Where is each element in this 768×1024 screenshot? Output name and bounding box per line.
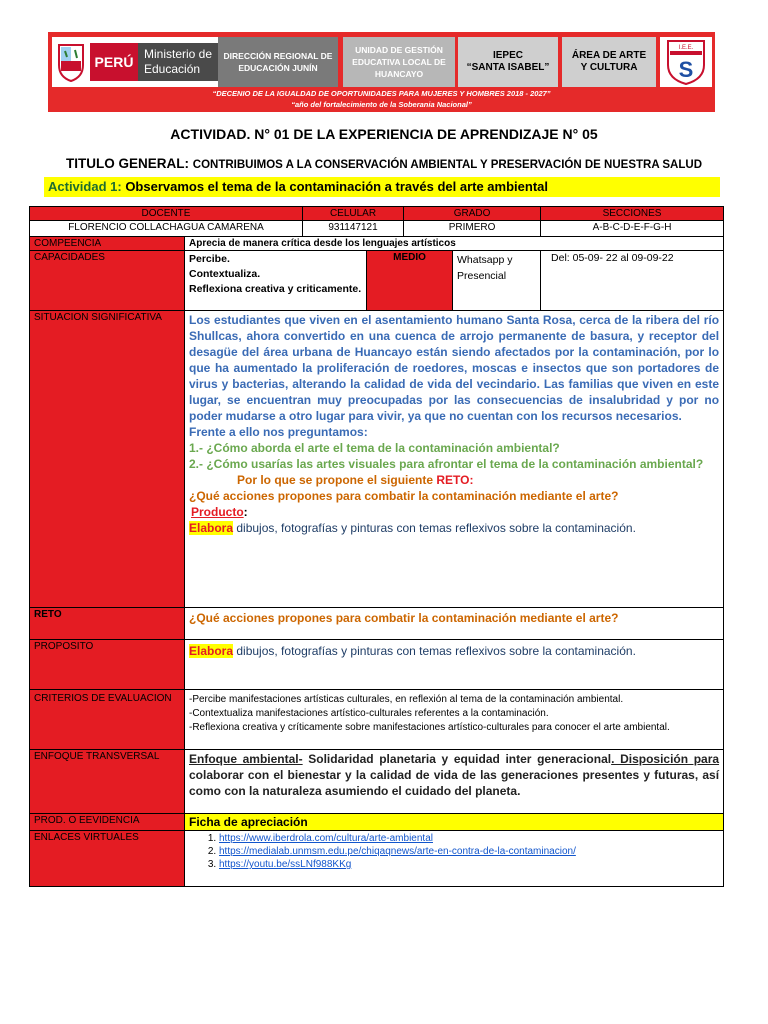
proposito-elabora: Elabora xyxy=(189,644,234,658)
capacidad-item: Reflexiona creativa y criticamente. xyxy=(189,283,362,295)
enfoque-value xyxy=(185,750,724,814)
header-secciones: SECCIONES xyxy=(541,207,724,221)
docente-value: FLORENCIO COLLACHAGUA CAMARENA xyxy=(30,221,303,237)
secciones-value: A-B-C-D-E-F-G-H xyxy=(541,221,724,237)
situacion-content xyxy=(185,311,724,608)
general-title-label: TITULO GENERAL: xyxy=(66,156,189,171)
activity-table xyxy=(29,206,724,887)
enfoque-mid: Solidaridad planetaria y equidad inter generacional xyxy=(302,752,612,766)
svg-text:S: S xyxy=(678,57,694,82)
situacion-text: Los estudiantes que viven en el asentamiento humano Santa Rosa, cerca de la ribera del río Shullcas, ahora convertido en una cuenca de arrojo permanente de basura, y receptor del desagüe del área urbana de Huancayo están siendo afectados por la contaminación, por lo que ha aumentado la proliferación de roedores, moscas e insectos que son portadores de virus y bacterias, alterando la calidad de vida del vecindario. Las familias que viven en este lugar, se encuentran muy preocupadas por las consecuencias de insalubridad y por no poder mudarse a otro lugar para vivir, ya que no cuentan con los recursos necesarios. xyxy=(189,313,720,423)
header-grado: GRADO xyxy=(404,207,541,221)
criterio-item: -Contextualiza manifestaciones artístico-culturales referentes a la contaminación. xyxy=(189,708,549,719)
producto-text: dibujos, fotografías y pinturas con temas reflexivos sobre la contaminación. xyxy=(236,521,636,535)
general-title-text: CONTRIBUIMOS A LA CONSERVACIÓN AMBIENTAL Y PRESERVACIÓN DE NUESTRA SALUD xyxy=(192,159,702,171)
reto-word: RETO: xyxy=(436,473,474,487)
enlace-link-3[interactable]: https://youtu.be/ssLNf988KKg xyxy=(219,859,352,870)
school-shield-icon xyxy=(660,37,712,87)
badge-text: I.E.E. xyxy=(678,45,694,51)
reto-question: ¿Qué acciones propones para combatir la contaminación mediante el arte? xyxy=(189,489,619,503)
reto-value: ¿Qué acciones propones para combatir la contaminación mediante el arte? xyxy=(185,608,724,640)
criterio-item: -Reflexiona creativa y críticamente sobre manifestaciones artístico-culturales para conocer el arte ambiental. xyxy=(189,722,670,733)
enlace-link-2[interactable]: https://medialab.unmsm.edu.pe/chiqaqnews/arte-en-contra-de-la-contaminacion/ xyxy=(219,846,576,857)
ministry-name: Ministerio de Educación xyxy=(138,43,256,81)
elabora-highlight: Elabora xyxy=(189,521,234,535)
general-title xyxy=(0,156,768,171)
enfoque-rest: colaborar con el bienestar y la calidad de vida de las generaciones presentes y futuras, así como con la naturaleza asumiendo el cuidado del planeta. xyxy=(189,768,720,798)
school-cell xyxy=(458,37,558,87)
proposito-label: PROPOSITO xyxy=(30,640,185,690)
criterios-list xyxy=(185,690,724,750)
capacidad-item: Percibe. xyxy=(189,253,230,265)
criterios-label: CRITERIOS DE EVALUACION xyxy=(30,690,185,750)
reto-intro: Por lo que se propone el siguiente xyxy=(237,473,434,487)
enlaces-label: ENLACES VIRTUALES xyxy=(30,831,185,887)
producto-desc xyxy=(189,520,719,536)
school-line2: “SANTA ISABEL” xyxy=(466,62,550,73)
activity-banner xyxy=(44,177,720,197)
dre-cell: DIRECCIÓN REGIONAL DE EDUCACIÓN JUNÍN xyxy=(218,37,338,87)
activity-title: ACTIVIDAD. N° 01 DE LA EXPERIENCIA DE APRENDIZAJE N° 05 xyxy=(170,126,598,142)
producto-label: Producto xyxy=(191,505,244,519)
proposito-value xyxy=(185,640,724,690)
question-1: 1.- ¿Cómo aborda el arte el tema de la contaminación ambiental? xyxy=(189,441,560,455)
enlaces-list xyxy=(185,831,724,887)
reto-label: RETO xyxy=(30,608,185,640)
area-cell xyxy=(562,37,656,87)
coat-of-arms-icon xyxy=(56,41,86,83)
enfoque-u2: . Disposición para xyxy=(611,752,720,766)
header-docente: DOCENTE xyxy=(30,207,303,221)
medio-value: Whatsapp y Presencial xyxy=(453,251,541,311)
capacidades-label: CAPACIDADES xyxy=(30,251,185,311)
area-line1: ÁREA DE ARTE xyxy=(571,50,647,61)
activity-text: Observamos el tema de la contaminación a través del arte ambiental xyxy=(125,179,548,194)
medio-label: MEDIO xyxy=(367,251,453,311)
grado-value: PRIMERO xyxy=(404,221,541,237)
fecha-value: Del: 05-09- 22 al 09-09-22 xyxy=(541,251,724,311)
year-name-line: “año del fortalecimiento de la Soberania Nacional” xyxy=(291,100,472,109)
evidencia-value: Ficha de apreciación xyxy=(185,814,724,831)
criterio-item: -Percibe manifestaciones artísticas culturales, en reflexión al tema de la contaminación ambiental. xyxy=(189,694,624,705)
frente-text: Frente a ello nos preguntamos: xyxy=(189,425,368,439)
activity-label: Actividad 1: xyxy=(48,179,122,194)
reto-intro-line xyxy=(189,472,719,488)
evidencia-label: PROD. O EEVIDENCIA xyxy=(30,814,185,831)
enfoque-u1: Enfoque ambiental- xyxy=(189,752,303,766)
enlace-link-1[interactable]: https://www.iberdrola.com/cultura/arte-ambiental xyxy=(219,833,433,844)
capacidad-item: Contextualiza. xyxy=(189,268,261,280)
ugel-cell: UNIDAD DE GESTIÓN EDUCATIVA LOCAL DE HUANCAYO xyxy=(343,37,455,87)
producto-line: Producto: xyxy=(191,505,248,519)
competencia-value: Aprecia de manera crítica desde los lenguajes artísticos xyxy=(185,237,724,251)
header-celular: CELULAR xyxy=(303,207,404,221)
question-2: 2.- ¿Cómo usarías las artes visuales para afrontar el tema de la contaminación ambiental? xyxy=(189,457,704,471)
proposito-text: dibujos, fotografías y pinturas con temas reflexivos sobre la contaminación. xyxy=(236,644,636,658)
celular-value: 931147121 xyxy=(303,221,404,237)
situacion-label: SITUACION SIGNIFICATIVA xyxy=(30,311,185,608)
header-banner xyxy=(48,32,715,112)
capacidades-list xyxy=(185,251,367,311)
competencia-label: COMPEENCIA xyxy=(30,237,185,251)
decenio-text xyxy=(48,88,715,110)
peru-label: PERÚ xyxy=(90,43,138,81)
area-line2: Y CULTURA xyxy=(580,62,638,73)
enfoque-label: ENFOQUE TRANSVERSAL xyxy=(30,750,185,814)
school-line1: IEPEC xyxy=(492,50,523,61)
school-badge xyxy=(660,37,712,87)
decenio-line: “DECENIO DE LA IGUALDAD DE OPORTUNIDADES PARA MUJERES Y HOMBRES 2018 - 2027” xyxy=(212,89,551,98)
